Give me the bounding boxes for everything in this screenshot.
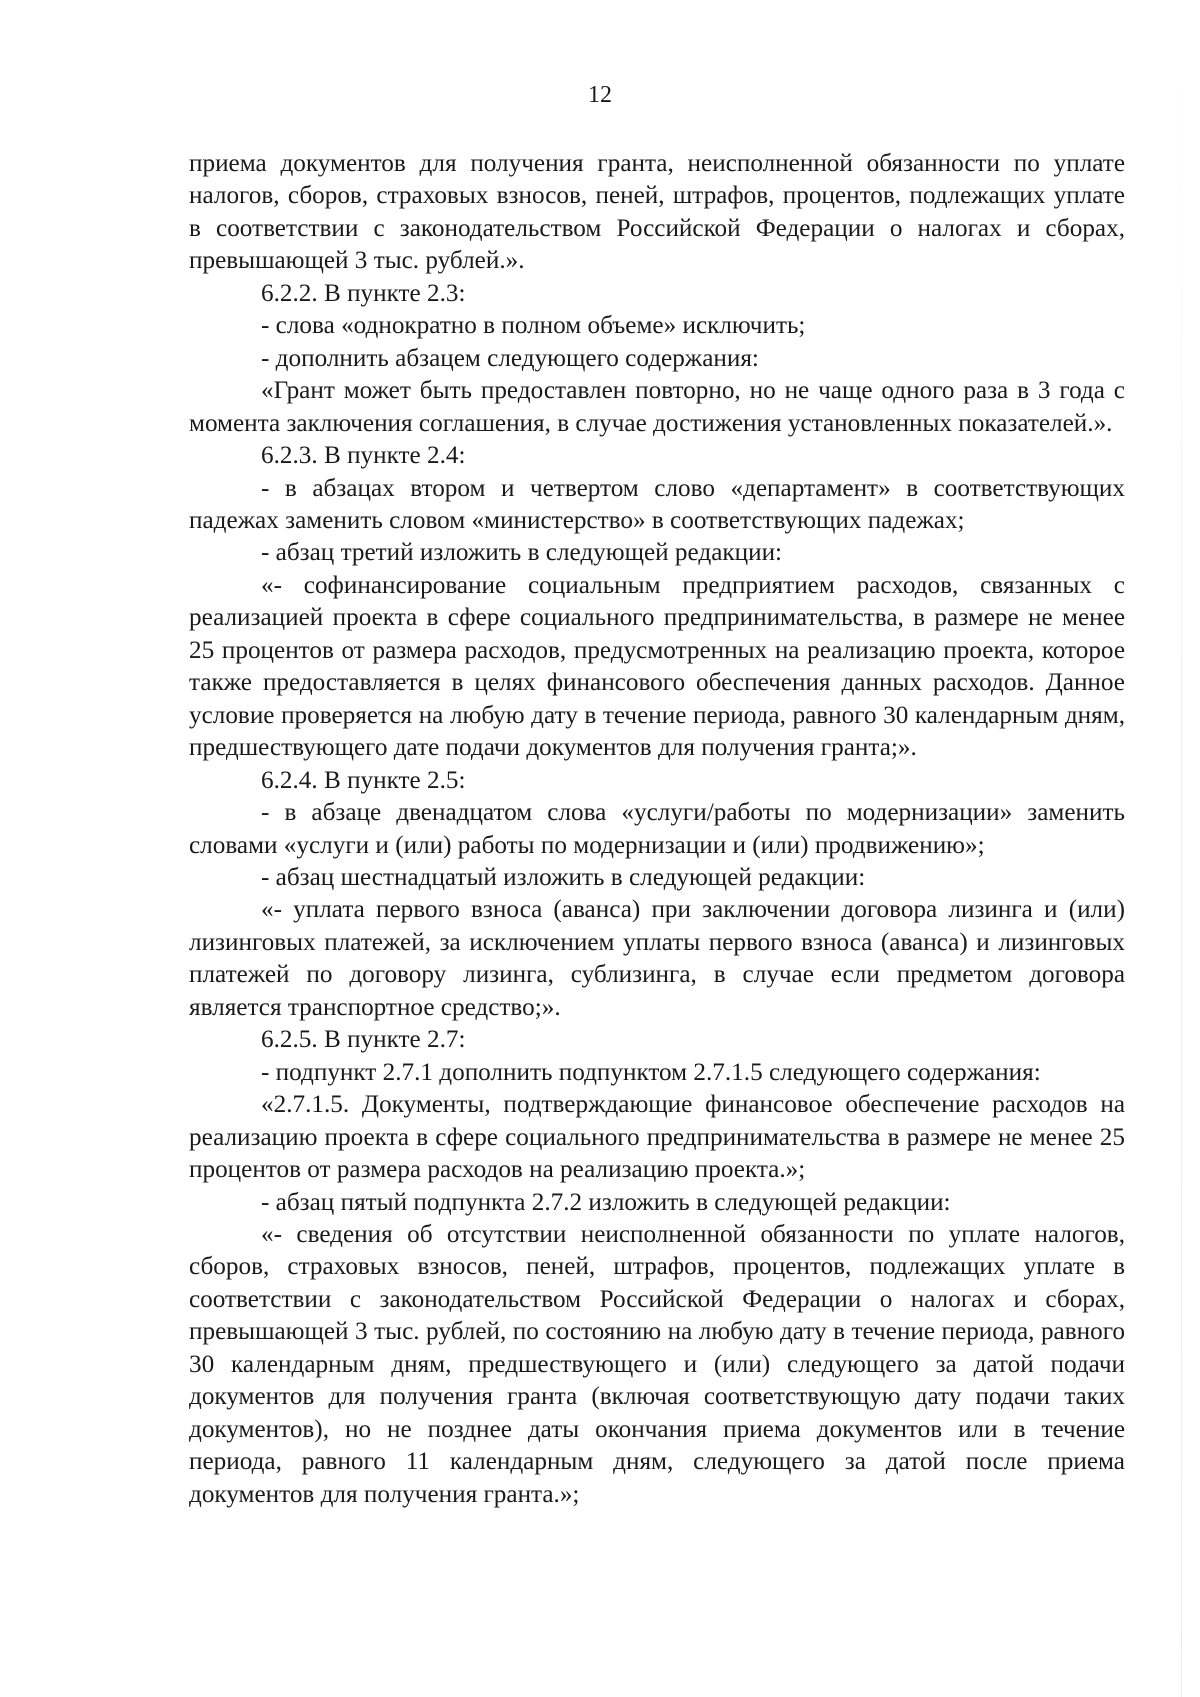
- paragraph: - абзац шестнадцатый изложить в следующей редакции:: [261, 863, 866, 891]
- page-number: 12: [588, 82, 612, 108]
- paragraph: «Грант может быть предоставлен повторно, но не чаще одного раза в 3 года с момента заключения соглашения, в случае достижения установленных показателей.».: [189, 377, 1125, 437]
- paragraph: - в абзацах втором и четвертом слово «департамент» в соответствующих падежах заменить словом «министерство» в соответствующих падежах;: [189, 474, 1125, 534]
- paragraph: 6.2.2. В пункте 2.3:: [261, 279, 466, 307]
- paragraph: - слова «однократно в полном объеме» исключить;: [261, 312, 806, 340]
- paragraph: - в абзаце двенадцатом слова «услуги/работы по модернизации» заменить словами «услуги и (или) работы по модернизации и (или) продвижению»;: [189, 799, 1125, 859]
- paragraph: - абзац третий изложить в следующей редакции:: [261, 539, 783, 567]
- paragraph: «2.7.1.5. Документы, подтверждающие финансовое обеспечение расходов на реализацию проекта в сфере социального предпринимательства в размере не менее 25 процентов от размера расходов на реализацию проекта.»;: [189, 1091, 1125, 1184]
- paragraph: - абзац пятый подпункта 2.7.2 изложить в следующей редакции:: [261, 1188, 951, 1216]
- paragraph: 6.2.3. В пункте 2.4:: [261, 442, 466, 470]
- paragraph: - подпункт 2.7.1 дополнить подпунктом 2.7.1.5 следующего содержания:: [261, 1058, 1041, 1086]
- scan-edge: [1181, 0, 1182, 1697]
- paragraph: «- сведения об отсутствии неисполненной обязанности по уплате налогов, сборов, страховых взносов, пеней, штрафов, процентов, подлежащих уплате в соответствии с законодательством Российской Федерации о налогах и сборах, превышающей 3 тыс. рублей, по состоянию на любую дату в течение периода, равного 30 календарным дням, предшествующего и (или) следующего за датой подачи документов для получения гранта (включая соответствующую дату подачи таких документов), но не позднее даты окончания приема документов или в течение периода, равного 11 календарным дням, следующего за датой после приема документов для получения гранта.»;: [189, 1220, 1125, 1508]
- paragraph: - дополнить абзацем следующего содержания:: [261, 344, 759, 372]
- paragraph: «- софинансирование социальным предприятием расходов, связанных с реализацией проекта в сфере социального предпринимательства, в размере не менее 25 процентов от размера расходов, предусмотренных на реализацию проекта, которое также предоставляется в целях финансового обеспечения данных расходов. Данное условие проверяется на любую дату в течение периода, равного 30 календарным дням, предшествующего дате подачи документов для получения гранта;».: [189, 571, 1125, 762]
- paragraph: 6.2.4. В пункте 2.5:: [261, 766, 466, 794]
- paragraph: «- уплата первого взноса (аванса) при заключении договора лизинга и (или) лизинговых платежей, за исключением уплаты первого взноса (аванса) и лизинговых платежей по договору лизинга, сублизинга, в случае если предметом договора является транспортное средство;».: [189, 896, 1125, 1021]
- paragraph: приема документов для получения гранта, неисполненной обязанности по уплате налогов, сборов, страховых взносов, пеней, штрафов, процентов, подлежащих уплате в соответствии с законодательством Российской Федерации о налогах и сборах, превышающей 3 тыс. рублей.».: [189, 150, 1125, 275]
- paragraph: 6.2.5. В пункте 2.7:: [261, 1026, 466, 1054]
- document-body: [189, 148, 1125, 1511]
